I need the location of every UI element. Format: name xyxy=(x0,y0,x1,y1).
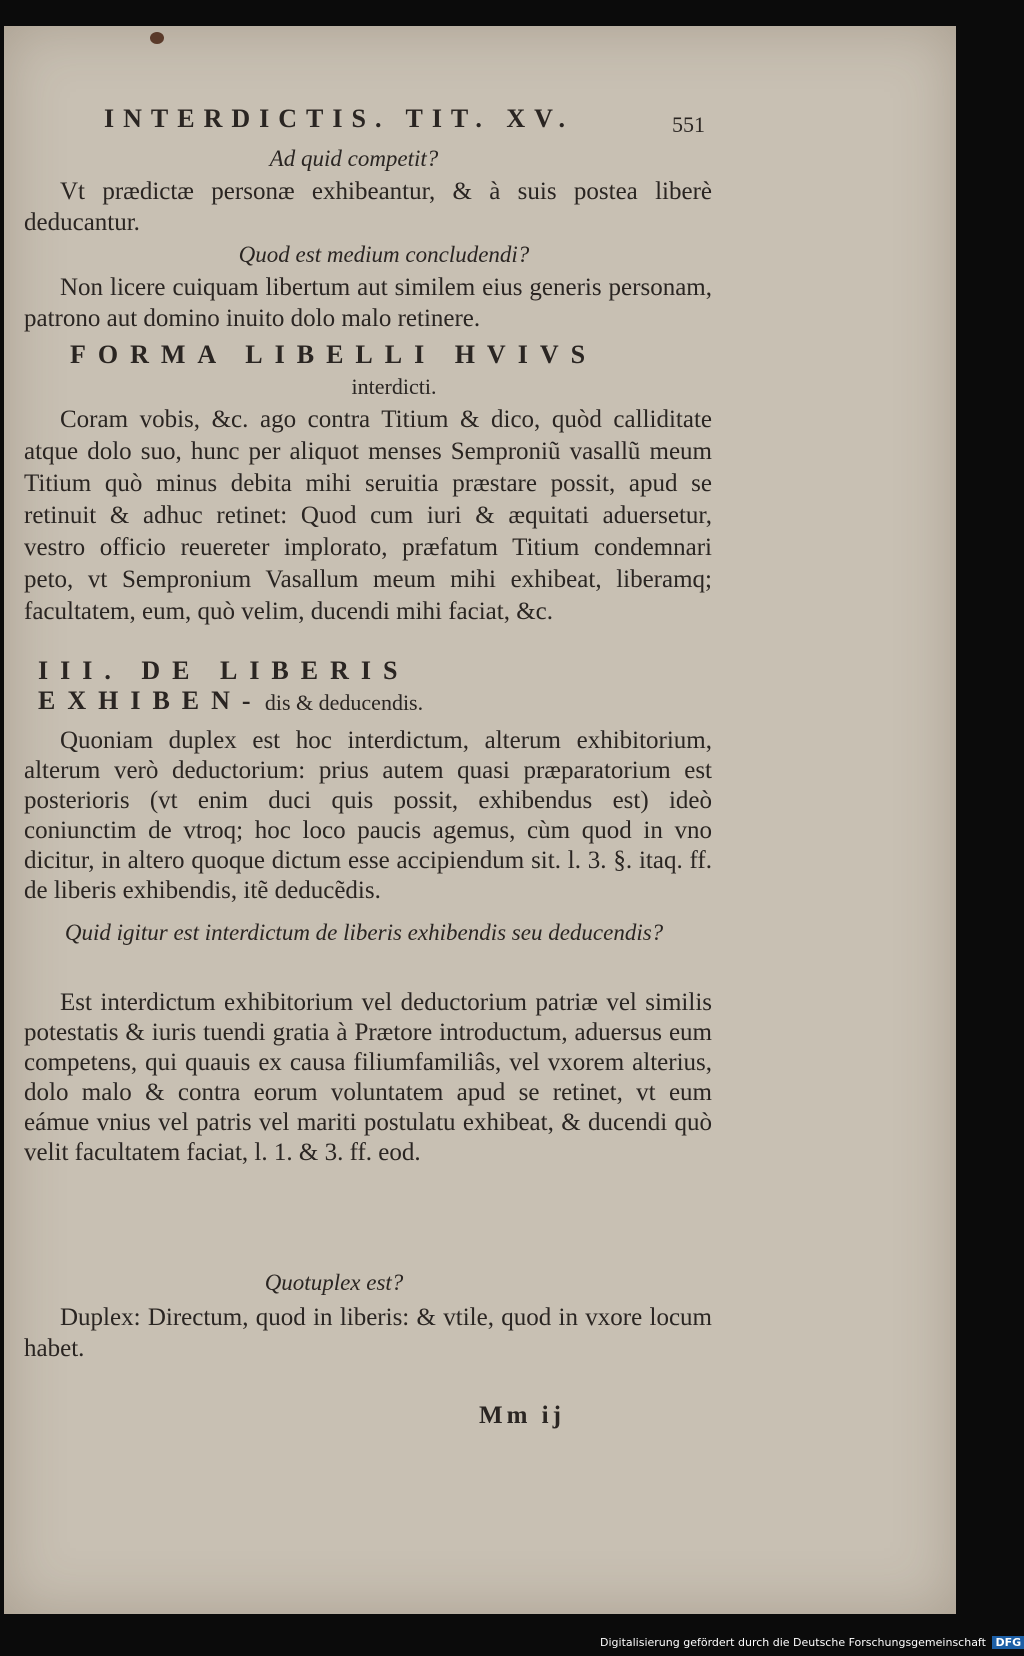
ink-spot xyxy=(150,32,164,44)
credit-text: Digitalisierung gefördert durch die Deutsche Forschungsgemeinschaft xyxy=(600,1636,986,1649)
question-heading: Ad quid competit? xyxy=(269,146,439,171)
dfg-logo: DFG xyxy=(992,1636,1024,1649)
book-page xyxy=(4,26,956,1614)
paragraph: Duplex: Directum, quod in liberis: & vtile, quod in vxore locum habet. xyxy=(24,1304,712,1362)
running-title: INTERDICTIS. TIT. XV. xyxy=(104,104,575,133)
section-heading: III. DE LIBERIS EXHIBEN- xyxy=(38,656,410,715)
question-heading: Quod est medium concludendi? xyxy=(238,242,530,267)
folio-number: 551 xyxy=(672,112,705,137)
question-heading: Quid igitur est interdictum de liberis exhibendis seu deducendis? xyxy=(64,920,664,945)
paragraph: Vt prædictæ personæ exhibeantur, & à suis postea liberè deducantur. xyxy=(24,178,712,236)
paragraph: Est interdictum exhibitorium vel deductorium patriæ vel similis potestatis & iuris tuendi gratia à Prætore introductum, aduersus eum competens, qui quauis ex causa filiumfamiliâs, vel vxorem alterius, dolo malo & contra eorum voluntatem apud se retinet, vt eum eámue vnius vel patris vel mariti postulatu exhibeat, & ducendi quò velit facultatem faciat, l. 1. & 3. ff. eod. xyxy=(24,989,712,1166)
paragraph: Non licere cuiquam libertum aut similem eius generis personam, patrono aut domino inuito dolo malo retinere. xyxy=(24,274,712,332)
signature-mark: Mm ij xyxy=(479,1402,565,1429)
section-subheading: dis & deducendis. xyxy=(264,690,424,715)
section-heading: FORMA LIBELLI HVIVS xyxy=(70,340,598,369)
section-subheading: interdicti. xyxy=(351,374,437,399)
digitization-credit xyxy=(600,1636,1022,1649)
question-heading: Quotuplex est? xyxy=(264,1270,404,1295)
paragraph: Quoniam duplex est hoc interdictum, alterum exhibitorium, alterum verò deductorium: prius autem quasi præparatorium est posterioris (vt enim duci quis possit, exhibendus est) ideò coniunctim de vtroq; hoc loco paucis agemus, cùm quod in vno dicitur, in altero quoque dictum esse accipiendum sit. l. 3. §. itaq. ff. de liberis exhibendis, itẽ deducẽdis. xyxy=(24,727,712,904)
paragraph: Coram vobis, &c. ago contra Titium & dico, quòd calliditate atque dolo suo, hunc per aliquot menses Semproniũ vasallũ meum Titium quò minus debita mihi seruitia præstare possit, apud se retinuit & adhuc retinet: Quod cum iuri & æquitati aduersetur, vestro officio reuereter implorato, præfatum Titium condemnari peto, vt Sempronium Vasallum meum mihi exhibeat, liberamq; facultatem, eum, quò velim, ducendi mihi faciat, &c. xyxy=(24,406,712,625)
